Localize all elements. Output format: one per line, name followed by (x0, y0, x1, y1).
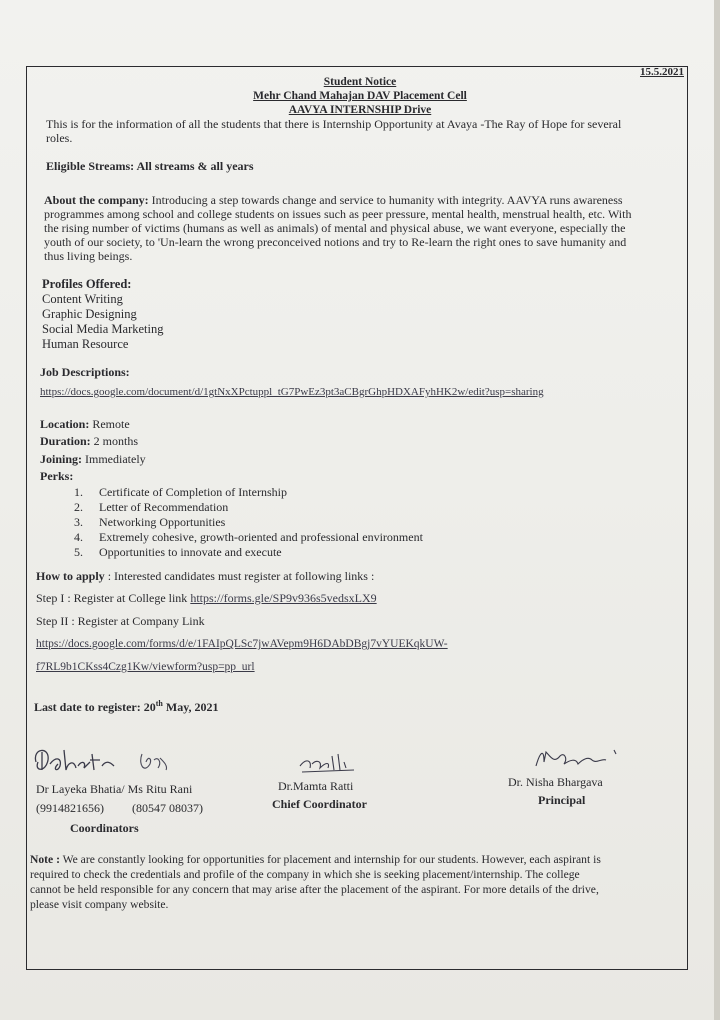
college-form-link[interactable]: https://forms.gle/SP9v936s5vedsxLX9 (190, 591, 377, 605)
profile-item: Social Media Marketing (42, 322, 164, 336)
about-text-1: Introducing a step towards change and service to humanity with integrity. AAVYA runs awareness (148, 193, 623, 207)
note-line-1 (30, 853, 601, 868)
list-number: 4. (74, 530, 83, 544)
about-line-4: youth of our society, to 'Un-learn the wrong preconceived notions and try to Re-learn the right ones to save humanity and (44, 235, 627, 249)
principal-name: Dr. Nisha Bhargava (508, 775, 603, 789)
location-line (40, 417, 130, 432)
paper-edge (714, 0, 720, 1020)
apply-label: How to apply (36, 569, 105, 583)
last-date-suffix: May, 2021 (162, 700, 219, 714)
perk-text: Certificate of Completion of Internship (99, 485, 287, 499)
coordinators-role: Coordinators (70, 821, 139, 835)
chief-coordinator-name: Dr.Mamta Ratti (278, 779, 354, 793)
apply-line (36, 569, 374, 584)
about-label: About the company: (44, 193, 149, 207)
notice-date: 15.5.2021 (640, 66, 684, 78)
coordinators-name: Dr Layeka Bhatia/ Ms Ritu Rani (36, 782, 193, 796)
chief-coordinator-signature (296, 750, 366, 776)
perk-text: Letter of Recommendation (99, 500, 229, 514)
note-line-3: cannot be held responsible for any concern that may arise after the placement of the aspirant. For more details of the drive, (30, 883, 599, 896)
job-description-link[interactable]: https://docs.google.com/document/d/1gtNxXPctuppl_tG7PwEz3pt3aCBgrGhpHDXAFyhHK2w/edit?usp=sharing (40, 386, 544, 398)
note-line-4: please visit company website. (30, 898, 169, 911)
list-item (74, 515, 423, 530)
intro-line-1: This is for the information of all the students that there is Internship Opportunity at Avaya -The Ray of Hope for several (46, 117, 622, 131)
profiles-label: Profiles Offered: (42, 277, 132, 291)
perks-label: Perks: (40, 469, 74, 483)
last-date-prefix: Last date to register: 20 (34, 700, 156, 714)
company-form-link-line-1[interactable]: https://docs.google.com/forms/d/e/1FAIpQLSc7jwAVepm9H6DAbDBgj7vYUEKqkUW- (36, 638, 448, 650)
about-line-1 (44, 193, 623, 208)
job-label: Job Descriptions: (40, 365, 130, 379)
note-label: Note : (30, 853, 60, 866)
principal-signature (530, 742, 626, 776)
list-number: 2. (74, 500, 83, 514)
drive-name: AAVYA INTERNSHIP Drive (288, 104, 432, 116)
joining-value: Immediately (82, 452, 146, 466)
about-line-5: thus living beings. (44, 249, 133, 263)
list-number: 5. (74, 545, 83, 559)
step-2-label: Step II : Register at Company Link (36, 614, 205, 628)
chief-coordinator-role: Chief Coordinator (272, 797, 367, 811)
list-item (74, 500, 423, 515)
note-line-2: required to check the credentials and profile of the company in which she is seeking placement/internship. The college (30, 868, 580, 881)
notice-title: Student Notice (323, 76, 397, 88)
profile-item: Human Resource (42, 337, 129, 351)
coordinator-phone-1: (9914821656) (36, 801, 104, 815)
duration-value: 2 months (90, 434, 139, 448)
list-number: 3. (74, 515, 83, 529)
profiles-section (42, 277, 164, 352)
principal-role: Principal (538, 793, 586, 807)
intro-line-2: roles. (46, 131, 73, 145)
list-item (74, 485, 423, 500)
joining-label: Joining: (40, 452, 83, 466)
joining-line (40, 452, 146, 467)
profile-item: Content Writing (42, 292, 123, 306)
eligible-streams: Eligible Streams: All streams & all years (46, 159, 254, 173)
perk-text: Extremely cohesive, growth-oriented and professional environment (99, 530, 423, 544)
perk-text: Networking Opportunities (99, 515, 226, 529)
step-1-line (36, 591, 377, 606)
company-form-link-line-2[interactable]: f7RL9b1CKss4Czg1Kw/viewform?usp=pp_url (36, 661, 255, 673)
duration-line (40, 434, 138, 449)
about-line-3: the rising number of victims (humans as well as animals) of mental and physical abuse, we want everyone, especially the (44, 221, 626, 235)
location-label: Location: (40, 417, 90, 431)
last-date-suffix-sup: th (155, 699, 163, 708)
step-1-label: Step I : Register at College link (36, 591, 191, 605)
perks-list (74, 485, 423, 560)
about-line-2: programmes among school and college students on issues such as peer pressure, mental health, menstrual health, etc. With (44, 207, 632, 221)
coordinator-phone-2: (80547 08037) (132, 801, 203, 815)
org-name: Mehr Chand Mahajan DAV Placement Cell (253, 90, 467, 102)
list-number: 1. (74, 485, 83, 499)
note-text-1: We are constantly looking for opportunities for placement and internship for our students. However, each aspirant is (59, 853, 601, 866)
perk-text: Opportunities to innovate and execute (99, 545, 282, 559)
profile-item: Graphic Designing (42, 307, 137, 321)
list-item (74, 530, 423, 545)
location-value: Remote (89, 417, 130, 431)
last-date (34, 697, 219, 715)
list-item (74, 545, 423, 560)
duration-label: Duration: (40, 434, 91, 448)
apply-text: : Interested candidates must register at following links : (104, 569, 375, 583)
coordinator-signature (30, 740, 170, 784)
